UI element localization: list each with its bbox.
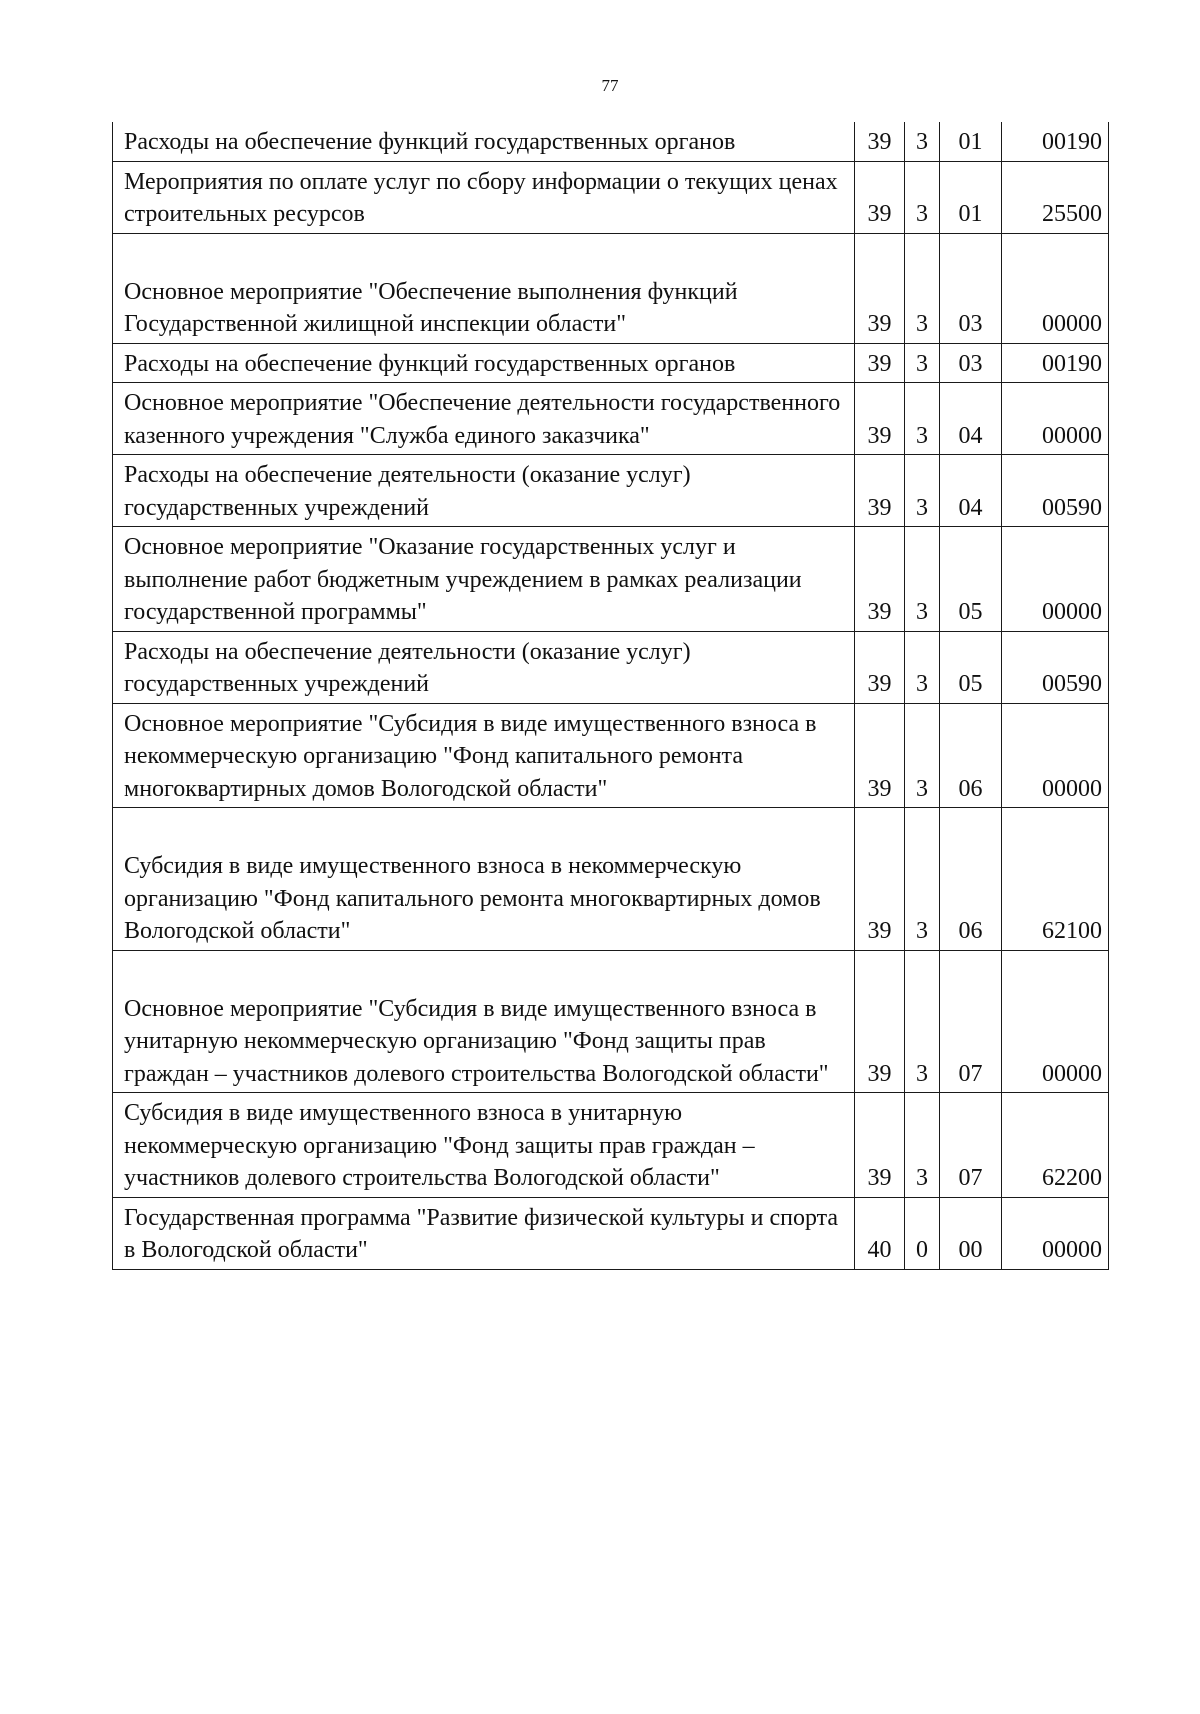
row-code-3-cell: 00 [940,1197,1002,1269]
table-row [113,122,1109,161]
row-code-4-cell: 62100 [1002,808,1109,951]
row-code-3-cell: 06 [940,808,1002,951]
row-code-2-cell: 3 [905,1093,940,1198]
row-code-1-cell: 39 [855,527,905,632]
row-code-3-cell: 06 [940,703,1002,808]
row-code-1-cell: 39 [855,383,905,455]
row-code-1-cell: 39 [855,1093,905,1198]
table-body [113,122,1109,1269]
row-code-1-cell: 39 [855,950,905,1093]
row-name-cell: Субсидия в виде имущественного взноса в некоммерческую организацию "Фонд капитального ремонта многоквартирных домов Вологодской области" [113,808,855,951]
row-code-4-cell: 00190 [1002,122,1109,161]
row-code-2-cell: 3 [905,161,940,233]
row-code-1-cell: 39 [855,455,905,527]
row-code-3-cell: 05 [940,631,1002,703]
row-name-cell: Основное мероприятие "Оказание государственных услуг и выполнение работ бюджетным учреждением в рамках реализации государственной программы" [113,527,855,632]
table-row [113,950,1109,1093]
row-code-1-cell: 39 [855,703,905,808]
row-code-2-cell: 3 [905,455,940,527]
table-row [113,1093,1109,1198]
table-row [113,233,1109,343]
row-code-3-cell: 01 [940,122,1002,161]
row-name-cell: Расходы на обеспечение функций государственных органов [113,122,855,161]
table-row [113,343,1109,383]
row-name-cell: Мероприятия по оплате услуг по сбору информации о текущих ценах строительных ресурсов [113,161,855,233]
row-code-4-cell: 00590 [1002,631,1109,703]
row-name-cell: Основное мероприятие "Субсидия в виде имущественного взноса в некоммерческую организацию "Фонд капитального ремонта многоквартирных домов Вологодской области" [113,703,855,808]
row-code-4-cell: 00000 [1002,233,1109,343]
row-code-1-cell: 39 [855,808,905,951]
row-code-2-cell: 3 [905,343,940,383]
row-code-2-cell: 3 [905,703,940,808]
row-name-cell: Расходы на обеспечение функций государственных органов [113,343,855,383]
row-code-2-cell: 3 [905,631,940,703]
budget-table [112,122,1109,1270]
page-number: 77 [601,76,619,95]
row-name-cell: Расходы на обеспечение деятельности (оказание услуг) государственных учреждений [113,455,855,527]
row-code-3-cell: 07 [940,1093,1002,1198]
row-code-4-cell: 00000 [1002,527,1109,632]
table-row [113,455,1109,527]
row-code-1-cell: 39 [855,122,905,161]
row-code-4-cell: 00000 [1002,703,1109,808]
row-code-2-cell: 3 [905,808,940,951]
row-code-2-cell: 3 [905,950,940,1093]
table-row [113,808,1109,951]
row-code-4-cell: 00000 [1002,383,1109,455]
row-code-3-cell: 03 [940,233,1002,343]
row-code-2-cell: 3 [905,122,940,161]
row-code-4-cell: 00000 [1002,950,1109,1093]
row-name-cell: Основное мероприятие "Обеспечение деятельности государственного казенного учреждения "Служба единого заказчика" [113,383,855,455]
table-row [113,631,1109,703]
row-code-1-cell: 40 [855,1197,905,1269]
row-code-1-cell: 39 [855,631,905,703]
row-code-1-cell: 39 [855,233,905,343]
table-row [113,703,1109,808]
row-name-cell: Государственная программа "Развитие физической культуры и спорта в Вологодской области" [113,1197,855,1269]
row-name-cell: Основное мероприятие "Субсидия в виде имущественного взноса в унитарную некоммерческую организацию "Фонд защиты прав граждан – участников долевого строительства Вологодской области" [113,950,855,1093]
row-code-4-cell: 00000 [1002,1197,1109,1269]
row-name-cell: Субсидия в виде имущественного взноса в унитарную некоммерческую организацию "Фонд защиты прав граждан – участников долевого строительства Вологодской области" [113,1093,855,1198]
row-name-cell: Расходы на обеспечение деятельности (оказание услуг) государственных учреждений [113,631,855,703]
row-name-cell: Основное мероприятие "Обеспечение выполнения функций Государственной жилищной инспекции области" [113,233,855,343]
table-row [113,527,1109,632]
row-code-3-cell: 05 [940,527,1002,632]
row-code-3-cell: 04 [940,455,1002,527]
row-code-2-cell: 0 [905,1197,940,1269]
row-code-3-cell: 03 [940,343,1002,383]
row-code-2-cell: 3 [905,233,940,343]
row-code-1-cell: 39 [855,343,905,383]
row-code-3-cell: 07 [940,950,1002,1093]
row-code-4-cell: 00590 [1002,455,1109,527]
table-row [113,1197,1109,1269]
row-code-1-cell: 39 [855,161,905,233]
row-code-3-cell: 04 [940,383,1002,455]
row-code-2-cell: 3 [905,527,940,632]
row-code-4-cell: 62200 [1002,1093,1109,1198]
row-code-2-cell: 3 [905,383,940,455]
table-row [113,161,1109,233]
row-code-3-cell: 01 [940,161,1002,233]
table-row [113,383,1109,455]
row-code-4-cell: 00190 [1002,343,1109,383]
row-code-4-cell: 25500 [1002,161,1109,233]
